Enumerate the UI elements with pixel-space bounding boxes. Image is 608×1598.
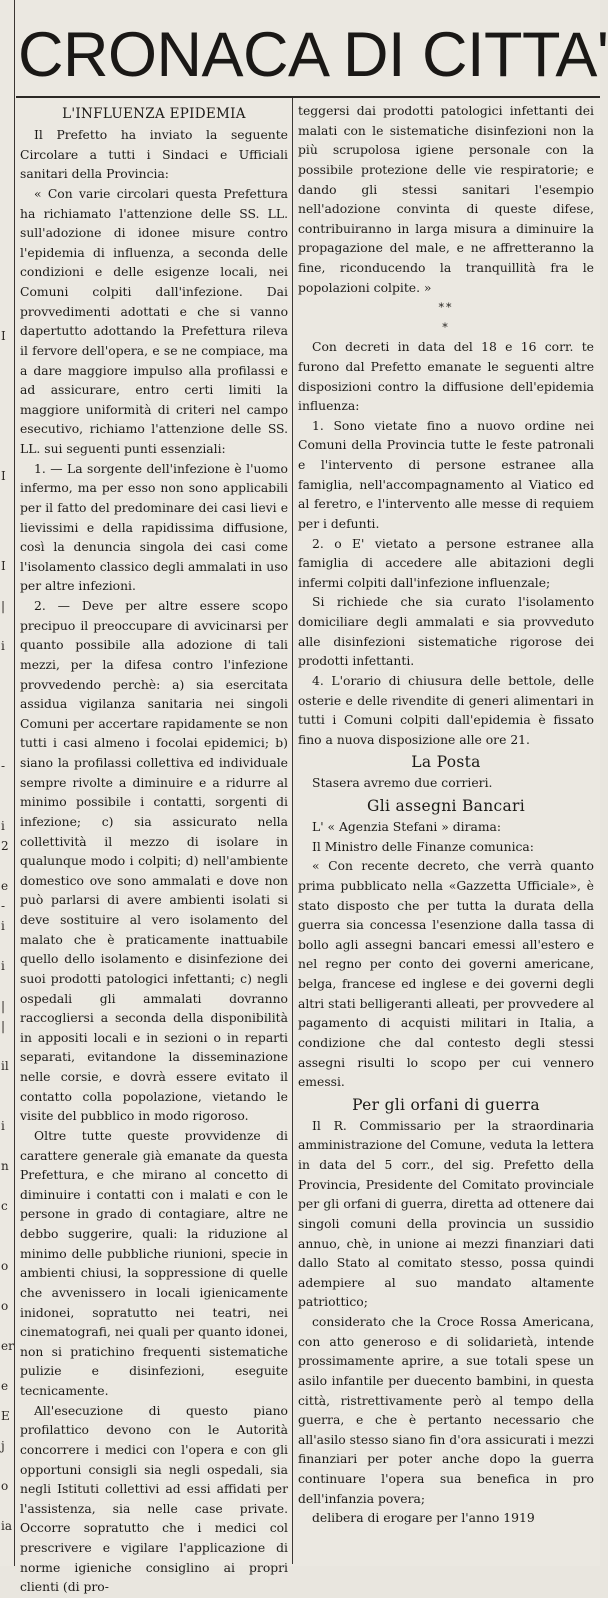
paragraph: Il Prefetto ha inviato la seguente Circolare a tutti i Sindaci e Ufficiali sanitari della Provincia: [20, 128, 288, 182]
decree-item: Si richiede che sia curato l'isolamento domiciliare degli ammalati e sia provveduto alle disinfezioni sistematiche rigorose dei prodotti infettanti. [298, 595, 594, 669]
article-heading-assegni: Gli assegni Bancari [367, 797, 525, 815]
article-heading-orfani: Per gli orfani di guerra [352, 1095, 540, 1114]
strip-fragment: i [1, 1119, 5, 1133]
strip-fragment: er [1, 1339, 14, 1353]
strip-fragment: n [1, 1159, 9, 1173]
strip-fragment: i [1, 919, 5, 933]
left-margin-strip [0, 0, 15, 1566]
paragraph: « Con varie circolari questa Prefettura ha richiamato l'attenzione delle SS. LL. sull'adozione di idonee misure contro l'epidemia di influenza, a seconda delle condizioni e delle esigenze locali, nei Comuni colpiti dall'infezione. Dai provvedimenti adottati e che si vanno dapertutto adottando la Prefettura rileva il fervore dell'opera, e se ne compiace, ma a dare maggiore impulso alla profilassi e ad assicurare, entro certi limiti la maggiore uniformità di criteri nel campo esecutivo, richiamo l'attenzione delle SS. LL. sui seguenti punti essenziali: [20, 186, 288, 456]
left-column [20, 102, 288, 1595]
strip-fragment: - [1, 759, 6, 773]
strip-fragment: E [1, 1409, 10, 1423]
column-divider [292, 98, 293, 1564]
paragraph: Oltre tutte queste provvidenze di carattere generale già emanate da questa Prefettura, e che mirano al concetto di diminuire i contatti con i malati e con le persone in grado di contagiare, altre ne debbo suggerire, quali: la riduzione al minimo delle pubbliche riunioni, specie in ambienti chiusi, la soppressione di quelle che avvenissero in locali igienicamente inidonei, sopratutto nei teatri, nei cinematografi, nei quali per quanto idonei, non si pratichino frequenti sistematiche pulizie e disinfezioni, eseguite tecnicamente. [20, 1128, 288, 1398]
decree-item: 4. L'orario di chiusura delle bettole, delle osterie e delle rivendite di generi alimentari in tutti i Comuni colpiti dall'epidemia è fissato fino a nuova disposizione alle ore 21. [298, 673, 594, 747]
strip-fragment: ia [1, 1519, 12, 1533]
continuation-paragraph: teggersi dai prodotti patologici infettanti dei malati con le sistematiche disinfezioni non la più scrupolosa igiene personale con la possibile protezione delle vie respiratorie; e dando gli stessi sanitari l'esempio nell'adozione convinta di queste difese, contribuiranno in larga misura a diminuire la propagazione del male, e ne affretteranno la fine, riconducendo la tranquillità fra le popolazioni colpite. » [298, 104, 594, 295]
strip-fragment: e [1, 879, 9, 893]
strip-fragment: I [1, 469, 6, 483]
paragraph: L' « Agenzia Stefani » dirama: [312, 820, 502, 834]
paragraph: All'esecuzione di questo piano profilattico devono con le Autorità concorrere i medici con l'opera e con gli opportuni consigli sia negli ospedali, sia negli Istituti collettivi ad essi affidati per l'assistenza, sia nelle case private. Occorre sopratutto che i medici col prescrivere e vigilare l'applicazione di norme igieniche consiglino ai propri clienti (di pro- [20, 1403, 288, 1595]
strip-fragment: il [1, 1059, 9, 1073]
masthead-title: CRONACA DI CITTA' [18, 20, 608, 90]
strip-fragment: c [1, 1199, 8, 1213]
paragraph: considerato che la Croce Rossa Americana, con atto generoso e di solidarietà, intende prossimamente aprire, a sue totali spese un asilo infantile per duecento bambini, in questa città, ristrettivamente però al tempo della guerra, e che è pertanto necessario che all'asilo stesso siano fin d'ora assicurati i mezzi finanziari per poter anche dopo la guerra continuare l'opera sua benefica in pro dell'infanzia povera; [298, 1315, 594, 1506]
strip-fragment: o [1, 1259, 9, 1273]
strip-fragment: I [1, 329, 6, 343]
strip-fragment: o [1, 1479, 9, 1493]
masthead-rule [16, 96, 600, 98]
decree-item: 2. o E' vietato a persone estranee alla famiglia di accedere alle abitazioni degli infermi colpiti dall'infezione influenzale; [298, 536, 594, 590]
strip-fragment: I [1, 559, 6, 573]
decrees-intro: Con decreti in data del 18 e 16 corr. te furono dal Prefetto emanate le seguenti altre disposizioni contro la diffusione dell'epidemia influenza: [298, 340, 594, 414]
article-heading-posta: La Posta [411, 753, 481, 772]
strip-fragment: 2 [1, 839, 9, 853]
paragraph: Il Ministro delle Finanze comunica: [312, 839, 534, 854]
strip-fragment: i [1, 819, 5, 833]
strip-fragment: | [1, 599, 6, 613]
strip-fragment: o [1, 1299, 9, 1313]
strip-fragment: - [1, 899, 6, 913]
paragraph: Stasera avremo due corrieri. [312, 776, 493, 791]
strip-fragment: j [1, 1439, 5, 1453]
paragraph: delibera di erogare per l'anno 1919 [312, 1511, 535, 1526]
decree-item: 1. Sono vietate fino a nuovo ordine nei Comuni della Provincia tutte le feste patronali e l'intervento di persone estranee alla famiglia, nell'accompagnamento al Viatico ed al feretro, e l'intervento alle messe di requiem per i defunti. [298, 418, 594, 531]
separator-asterisks: ** * [438, 301, 454, 335]
right-column [298, 102, 594, 1562]
paragraph: Il R. Commissario per la straordinaria amministrazione del Comune, veduta la lettera in data del 5 corr., del sig. Prefetto della Provincia, Presidente del Comitato provinciale per gli orfani di guerra, diretta ad ottenere dai singoli comuni della provincia un sussidio annuo, chè, in unione ai mezzi finanziari dati dallo Stato al comitato stesso, possa quindi adempiere al suo mandato altamente patriottico; [298, 1118, 594, 1310]
paragraph: « Con recente decreto, che verrà quanto prima pubblicato nella «Gazzetta Ufficiale», è stato disposto che per tutta la durata della guerra sia concessa l'esenzione dalla tassa di bollo agli assegni bancari emessi all'estero e nel regno per conto dei governi americane, belga, francese ed inglese e dei governi degli altri stati belligeranti alleati, per provvedere al pagamento di acquisti militari in Italia, a condizione che dal contesto degli stessi assegni risulti lo scopo per cui vennero emessi. [298, 859, 594, 1090]
strip-fragment: e [1, 1379, 9, 1393]
article-heading-influenza: L'INFLUENZA EPIDEMIA [62, 106, 246, 122]
strip-fragment: | [1, 999, 6, 1013]
paragraph: 2. — Deve per altre essere scopo precipuo il preoccupare di avvicinarsi per quanto possibile alla adozione di tali mezzi, per la difesa contro l'infezione provvedendo perchè: a) sia esercitata assidua vigilanza sanitaria nei singoli Comuni per accertare rapidamente se non tutti i casi almeno i focolai epidemici; b) siano la profilassi collettiva ed individuale sempre rivolte a diminuire e a ridurre al minimo possibile i contatti, sorgenti di infezione; c) sia assicurato nella collettività il mezzo di isolare in qualunque modo i colpiti; d) nell'ambiente domestico ove sono ammalati e dove non può parlarsi di avere ambienti isolati si deve sostituire al vero isolamento del malato che è praticamente inattuabile quello dello isolamento e disinfezione dei suoi prodotti patologici infettanti; c) negli ospedali gli ammalati dovranno raccogliersi a seconda della disponibilità in appositi locali e in sezioni o in reparti separati, evitandone la disseminazione nelle corsie, e dovrà essere evitato il contatto colla popolazione, vietando le visite del pubblico in modo rigoroso. [20, 599, 288, 1124]
strip-fragment: i [1, 959, 5, 973]
strip-fragment: i [1, 639, 5, 653]
strip-fragment: | [1, 1019, 6, 1033]
paragraph: 1. — La sorgente dell'infezione è l'uomo infermo, ma per esso non sono applicabili per il fatto del predominare dei casi lievi e lievissimi e della rapidissima diffusione, così la denuncia singola dei casi come l'isolamento classico degli ammalati in uso per altre infezioni. [20, 461, 288, 594]
